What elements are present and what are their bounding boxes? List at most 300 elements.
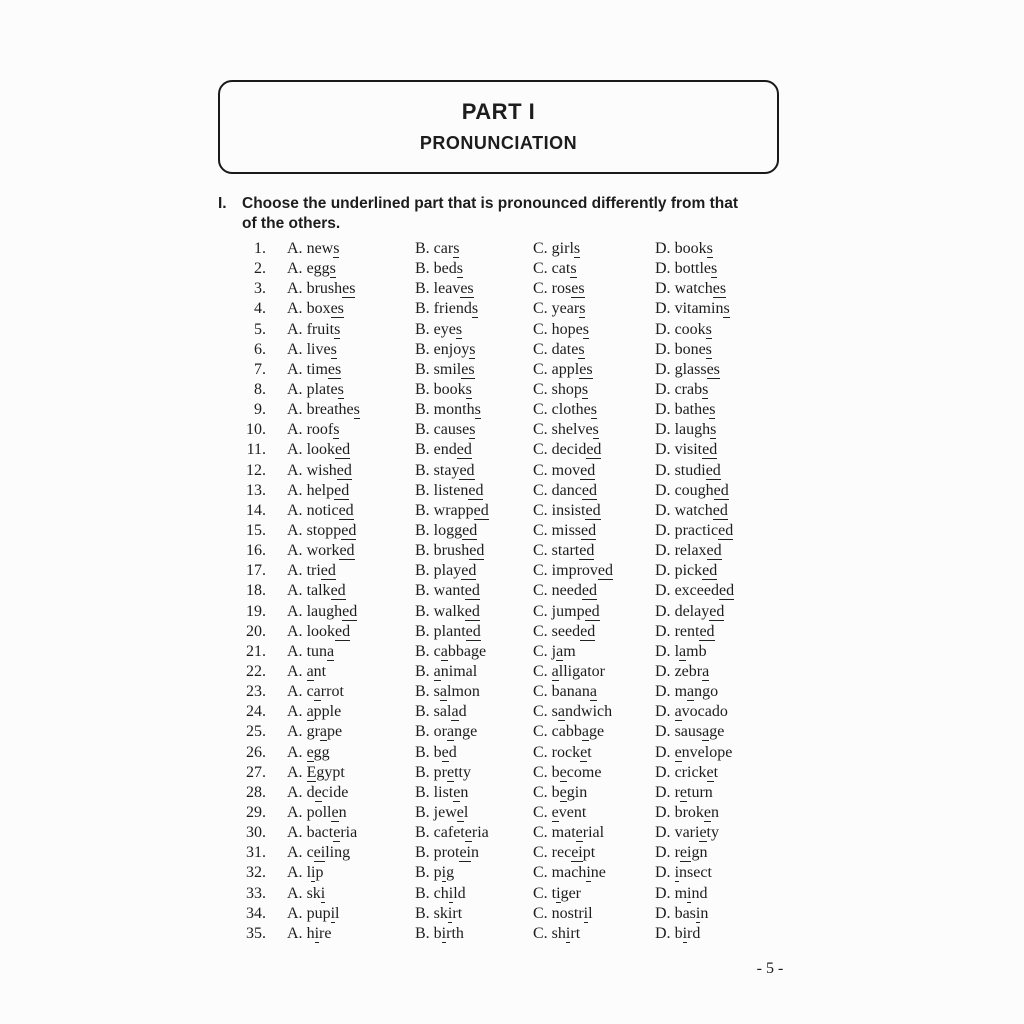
option-label: C. — [533, 924, 548, 942]
underlined-part: es — [330, 300, 344, 318]
option-label: D. — [655, 441, 671, 459]
underlined-part: s — [592, 421, 599, 439]
word-prefix: s — [551, 703, 558, 721]
question-row — [238, 924, 798, 944]
answer-option — [533, 682, 597, 702]
answer-option — [655, 239, 713, 259]
word-prefix: box — [306, 300, 331, 318]
option-label: D. — [655, 803, 671, 821]
underlined-part: e — [333, 824, 341, 842]
underlined-part: i — [447, 904, 453, 922]
answer-option — [415, 400, 481, 420]
underlined-part: ed — [706, 542, 722, 560]
question-row — [238, 823, 798, 843]
word-prefix: plant — [433, 622, 466, 640]
word-prefix: h — [306, 924, 315, 942]
option-label: B. — [415, 501, 430, 519]
question-number: 29. — [246, 803, 266, 821]
underlined-part: ei — [459, 844, 471, 862]
underlined-part: ed — [581, 481, 597, 499]
word-prefix: brush — [433, 542, 470, 560]
answer-option — [655, 279, 726, 299]
option-label: A. — [287, 723, 303, 741]
option-label: A. — [287, 240, 303, 257]
answer-option — [415, 501, 489, 521]
option-label: D. — [655, 521, 671, 539]
answer-option — [415, 783, 468, 803]
underlined-part: e — [706, 763, 714, 781]
question-row — [238, 521, 798, 541]
question-number: 28. — [246, 783, 266, 801]
option-label: B. — [415, 340, 430, 358]
option-label: D. — [655, 401, 671, 419]
option-label: C. — [533, 240, 548, 257]
word-prefix: bas — [674, 904, 696, 922]
answer-option — [533, 642, 576, 662]
question-row — [238, 320, 798, 340]
underlined-part: ed — [465, 622, 481, 640]
answer-option — [655, 884, 707, 904]
underlined-part: a — [306, 662, 314, 680]
answer-option — [655, 420, 716, 440]
option-label: C. — [533, 582, 548, 600]
underlined-part: ed — [581, 521, 597, 539]
word-suffix: pt — [582, 844, 596, 862]
option-label: D. — [655, 542, 671, 560]
question-number: 26. — [246, 743, 266, 761]
question-row — [238, 420, 798, 440]
underlined-part: s — [705, 320, 712, 338]
answer-option — [415, 259, 463, 279]
underlined-part: ed — [718, 521, 734, 539]
answer-option — [415, 682, 480, 702]
option-label: B. — [415, 461, 430, 479]
underlined-part: s — [581, 380, 589, 398]
underlined-part: i — [330, 904, 336, 922]
question-number: 6. — [254, 340, 266, 358]
question-number: 31. — [246, 844, 266, 862]
question-number: 18. — [246, 582, 266, 600]
word-suffix: l — [463, 803, 469, 821]
answer-option — [655, 662, 709, 682]
answer-option — [533, 743, 592, 763]
word-prefix: c — [306, 844, 314, 862]
underlined-part: ed — [585, 501, 601, 519]
word-prefix: crab — [674, 380, 703, 398]
option-label: C. — [533, 602, 548, 620]
underlined-part: i — [687, 884, 692, 902]
option-label: C. — [533, 260, 548, 278]
option-label: D. — [655, 582, 671, 600]
answer-option — [287, 622, 350, 642]
answer-option — [533, 823, 604, 843]
word-suffix: l — [588, 904, 593, 922]
option-label: A. — [287, 642, 303, 660]
word-prefix: exceed — [674, 582, 719, 600]
word-suffix: rt — [570, 924, 581, 942]
question-row — [238, 783, 798, 803]
question-row — [238, 481, 798, 501]
question-row — [238, 541, 798, 561]
option-label: B. — [415, 582, 430, 600]
option-label: B. — [415, 803, 430, 821]
underlined-part: i — [311, 864, 316, 882]
word-prefix: look — [306, 622, 336, 640]
word-prefix: live — [306, 340, 331, 358]
word-prefix: improv — [551, 562, 598, 580]
answer-option — [655, 400, 715, 420]
word-suffix: t — [713, 763, 719, 781]
word-prefix: need — [551, 582, 582, 600]
question-row — [238, 642, 798, 662]
word-prefix: watch — [674, 501, 713, 519]
option-label: C. — [533, 421, 548, 439]
answer-option — [415, 904, 462, 924]
answer-option — [287, 279, 355, 299]
answer-option — [533, 843, 595, 863]
word-suffix: turn — [687, 783, 713, 801]
option-label: B. — [415, 521, 430, 539]
answer-option — [533, 360, 593, 380]
page-number: - 5 - — [756, 960, 784, 977]
word-suffix: n — [338, 803, 347, 821]
option-label: C. — [533, 662, 548, 680]
answer-option — [655, 642, 707, 662]
word-prefix: bone — [674, 340, 706, 358]
underlined-part: ed — [699, 622, 715, 640]
word-suffix: ger — [560, 884, 582, 902]
underlined-part: ei — [313, 844, 326, 862]
underlined-part: s — [474, 401, 481, 419]
word-prefix: list — [433, 783, 454, 801]
underlined-part: s — [710, 421, 717, 439]
option-label: D. — [655, 421, 671, 439]
word-suffix: gin — [566, 783, 588, 801]
answer-option — [655, 360, 720, 380]
answer-option — [287, 602, 357, 622]
underlined-part: s — [579, 300, 586, 318]
word-suffix: n — [471, 844, 479, 862]
question-number: 33. — [246, 884, 266, 902]
instruction-line-2: of the others. — [242, 215, 341, 232]
word-prefix: wrapp — [433, 501, 474, 519]
underlined-part: a — [589, 683, 597, 701]
question-number: 30. — [246, 824, 266, 842]
word-prefix: notic — [306, 501, 339, 519]
answer-option — [655, 722, 724, 742]
option-label: C. — [533, 441, 548, 459]
option-label: D. — [655, 280, 671, 298]
word-suffix: n — [700, 904, 709, 922]
option-label: B. — [415, 380, 430, 398]
answer-option — [415, 440, 472, 460]
word-prefix: d — [306, 783, 315, 801]
option-label: C. — [533, 501, 548, 519]
word-prefix: studi — [674, 461, 706, 479]
word-prefix: mov — [551, 461, 581, 479]
answer-option — [533, 662, 605, 682]
option-label: B. — [415, 884, 430, 902]
option-label: A. — [287, 763, 303, 781]
underlined-part: s — [456, 260, 464, 278]
answer-option — [655, 299, 730, 319]
instruction — [218, 194, 798, 234]
option-label: A. — [287, 401, 303, 419]
question-number: 9. — [254, 401, 266, 419]
word-suffix: t — [587, 743, 592, 761]
word-prefix: banan — [551, 683, 590, 701]
underlined-part: s — [329, 260, 336, 278]
underlined-part: a — [556, 642, 564, 660]
question-row — [238, 299, 798, 319]
option-label: A. — [287, 542, 303, 560]
word-prefix: delay — [674, 602, 710, 620]
word-prefix: glass — [674, 360, 707, 378]
answer-option — [655, 702, 728, 722]
answer-option — [415, 642, 486, 662]
answer-option — [533, 340, 585, 360]
answer-option — [287, 259, 336, 279]
word-prefix: jump — [551, 602, 585, 620]
word-prefix: bottle — [674, 260, 711, 278]
answer-option — [415, 924, 464, 944]
underlined-part: ed — [338, 501, 354, 519]
option-label: A. — [287, 703, 303, 721]
word-prefix: bed — [433, 260, 457, 278]
answer-option — [415, 380, 472, 400]
word-prefix: talk — [306, 582, 331, 600]
word-prefix: m — [674, 683, 688, 701]
word-prefix: r — [674, 844, 680, 862]
word-prefix: b — [433, 924, 442, 942]
underlined-part: es — [571, 280, 585, 298]
answer-option — [415, 481, 483, 501]
underlined-part: s — [723, 300, 730, 318]
underlined-part: e — [331, 803, 339, 821]
underlined-part: s — [702, 380, 709, 398]
word-prefix: rec — [551, 844, 572, 862]
word-prefix: gr — [306, 723, 320, 741]
answer-option — [415, 863, 454, 883]
underlined-part: s — [582, 320, 590, 338]
underlined-part: i — [441, 924, 447, 942]
option-label: B. — [415, 602, 430, 620]
question-row — [238, 702, 798, 722]
underlined-part: i — [682, 924, 688, 942]
word-prefix: bact — [306, 824, 334, 842]
word-prefix: mat — [551, 824, 576, 842]
answer-option — [533, 440, 601, 460]
option-label: D. — [655, 904, 671, 922]
underlined-part: a — [679, 642, 687, 660]
word-prefix: friend — [433, 300, 472, 318]
word-prefix: book — [433, 380, 466, 398]
instruction-numeral: I. — [218, 195, 227, 212]
word-suffix: gg — [313, 743, 330, 761]
underlined-part: ed — [468, 481, 484, 499]
question-number: 34. — [246, 904, 266, 922]
option-label: D. — [655, 380, 671, 398]
word-suffix: nvelope — [681, 743, 733, 761]
underlined-part: s — [705, 340, 712, 358]
answer-option — [533, 702, 612, 722]
option-label: D. — [655, 683, 671, 701]
option-label: C. — [533, 562, 548, 580]
underlined-part: ed — [459, 461, 475, 479]
word-prefix: prot — [433, 844, 460, 862]
answer-option — [415, 622, 481, 642]
word-suffix: n — [460, 783, 469, 801]
answer-option — [415, 299, 478, 319]
question-number: 23. — [246, 683, 266, 701]
word-suffix: p — [315, 864, 324, 882]
word-prefix: c — [306, 683, 314, 701]
word-prefix: car — [433, 240, 454, 257]
question-row — [238, 682, 798, 702]
option-label: C. — [533, 683, 548, 701]
question-number: 15. — [246, 521, 266, 539]
answer-option — [415, 662, 477, 682]
word-prefix: date — [551, 340, 579, 358]
option-label: D. — [655, 884, 671, 902]
question-row — [238, 884, 798, 904]
option-label: B. — [415, 481, 430, 499]
underlined-part: s — [453, 240, 460, 257]
word-prefix: b — [674, 924, 683, 942]
answer-option — [415, 763, 471, 783]
word-prefix: ros — [551, 280, 572, 298]
underlined-part: es — [461, 360, 475, 378]
option-label: B. — [415, 240, 430, 257]
underlined-part: e — [456, 803, 464, 821]
word-prefix: plate — [306, 380, 338, 398]
underlined-part: s — [711, 260, 718, 278]
answer-option — [415, 279, 474, 299]
word-prefix: mach — [551, 864, 587, 882]
word-prefix: jew — [433, 803, 457, 821]
option-label: A. — [287, 864, 303, 882]
underlined-part: es — [327, 360, 342, 378]
word-suffix: vocado — [681, 703, 728, 721]
word-suffix: bbage — [447, 642, 487, 660]
underlined-part: s — [337, 380, 344, 398]
underlined-part: i — [565, 924, 571, 942]
option-label: B. — [415, 703, 430, 721]
question-row — [238, 440, 798, 460]
underlined-part: ed — [702, 562, 718, 580]
underlined-part: s — [334, 320, 341, 338]
word-suffix: nimal — [440, 662, 478, 680]
option-label: B. — [415, 904, 430, 922]
question-number: 32. — [246, 864, 266, 882]
answer-option — [655, 682, 718, 702]
underlined-part: a — [451, 703, 459, 721]
word-prefix: danc — [551, 481, 582, 499]
underlined-part: e — [674, 743, 682, 761]
underlined-part: E — [306, 763, 317, 781]
word-prefix: wish — [306, 461, 337, 479]
word-prefix: logg — [433, 521, 463, 539]
word-prefix: watch — [674, 280, 713, 298]
answer-option — [287, 380, 344, 400]
option-label: C. — [533, 763, 548, 781]
question-number: 21. — [246, 642, 266, 660]
underlined-part: s — [709, 401, 716, 419]
word-suffix: pple — [313, 703, 342, 721]
word-prefix: pup — [306, 904, 331, 922]
question-row — [238, 581, 798, 601]
underlined-part: a — [702, 723, 710, 741]
word-suffix: d — [458, 703, 467, 721]
underlined-part: ed — [709, 602, 725, 620]
answer-option — [533, 904, 593, 924]
word-prefix: want — [433, 582, 465, 600]
question-row — [238, 602, 798, 622]
answer-option — [287, 360, 341, 380]
word-prefix: miss — [551, 521, 582, 539]
underlined-part: ed — [335, 622, 351, 640]
answer-option — [655, 602, 724, 622]
answer-option — [655, 380, 708, 400]
word-suffix: re — [319, 924, 332, 942]
word-prefix: sk — [306, 884, 321, 902]
question-number: 11. — [246, 441, 266, 459]
underlined-part: ed — [597, 562, 613, 580]
word-prefix: stay — [433, 461, 460, 479]
answer-option — [415, 541, 484, 561]
question-number: 35. — [246, 924, 266, 942]
word-suffix: ndwich — [565, 703, 613, 721]
underlined-part: ed — [469, 542, 485, 560]
underlined-part: i — [320, 884, 326, 902]
answer-option — [287, 884, 325, 904]
word-suffix: rth — [446, 924, 464, 942]
underlined-part: e — [703, 803, 711, 821]
underlined-part: s — [469, 340, 476, 358]
word-prefix: j — [551, 642, 557, 660]
option-label: B. — [415, 421, 430, 439]
underlined-part: ed — [580, 622, 596, 640]
answer-option — [415, 581, 480, 601]
word-prefix: poll — [306, 803, 332, 821]
word-prefix: m — [674, 884, 688, 902]
question-number: 25. — [246, 723, 266, 741]
option-label: B. — [415, 360, 430, 378]
option-label: A. — [287, 683, 303, 701]
word-prefix: listen — [433, 481, 469, 499]
word-prefix: eye — [433, 320, 456, 338]
underlined-part: es — [712, 280, 727, 298]
option-label: D. — [655, 260, 671, 278]
option-label: A. — [287, 562, 303, 580]
option-label: A. — [287, 783, 303, 801]
word-prefix: leav — [433, 280, 461, 298]
answer-option — [533, 279, 585, 299]
answer-option — [287, 299, 344, 319]
question-row — [238, 763, 798, 783]
answer-option — [655, 743, 732, 763]
word-prefix: girl — [551, 240, 574, 257]
word-prefix: zebr — [674, 662, 703, 680]
answer-option — [287, 400, 360, 420]
underlined-part: ed — [586, 441, 602, 459]
word-prefix: book — [674, 240, 707, 257]
option-label: D. — [655, 602, 671, 620]
word-prefix: cafet — [433, 824, 465, 842]
underlined-part: es — [342, 280, 356, 298]
underlined-part: ed — [336, 461, 352, 479]
underlined-part: ed — [584, 602, 600, 620]
